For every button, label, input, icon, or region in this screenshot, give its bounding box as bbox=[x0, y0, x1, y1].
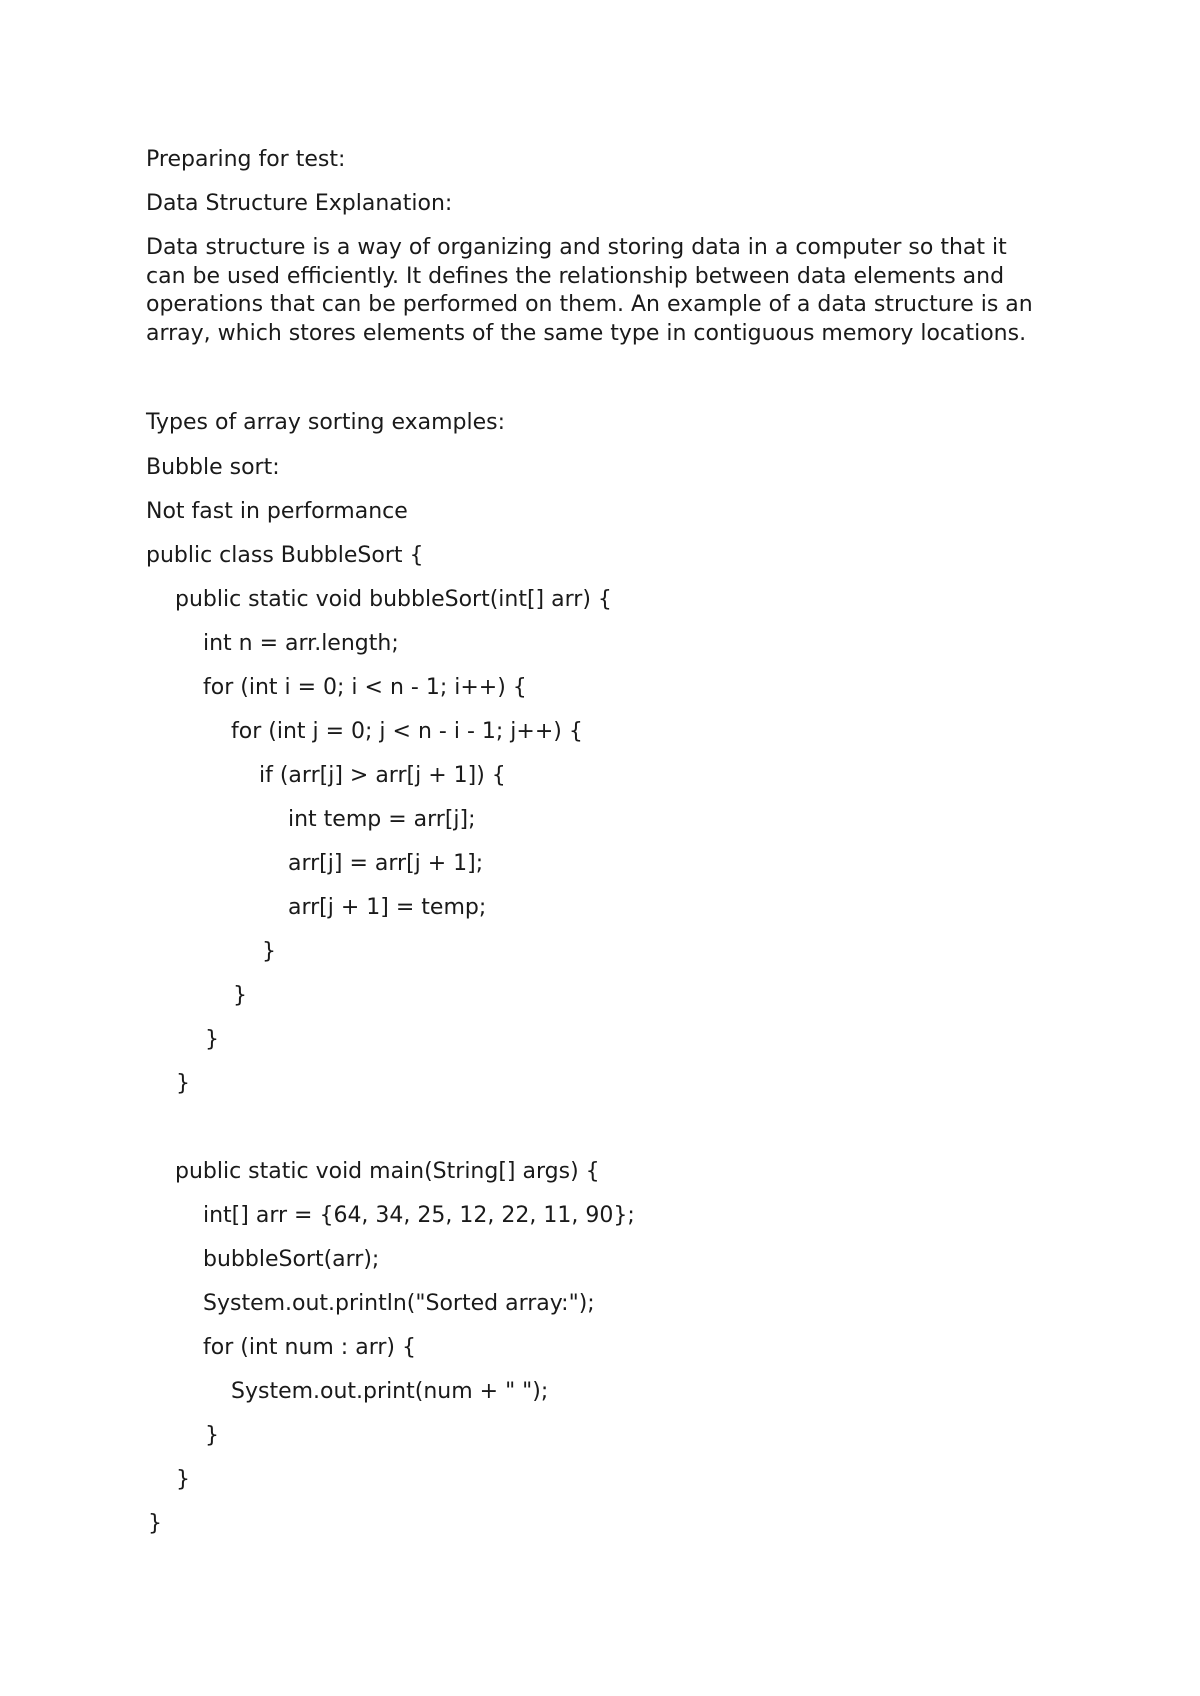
code-line: int n = arr.length; bbox=[203, 631, 399, 656]
code-line: } bbox=[205, 1423, 219, 1448]
paragraph-line: Data structure is a way of organizing and storing data in a computer so that it bbox=[146, 235, 1007, 260]
code-line: } bbox=[176, 1467, 190, 1492]
code-line: bubbleSort(arr); bbox=[203, 1247, 380, 1272]
code-line: int[] arr = {64, 34, 25, 12, 22, 11, 90}; bbox=[203, 1203, 635, 1228]
paragraph-line: operations that can be performed on them. An example of a data structure is an bbox=[146, 292, 1033, 317]
code-line: arr[j + 1] = temp; bbox=[288, 895, 487, 920]
performance-note: Not fast in performance bbox=[146, 499, 408, 524]
code-line: for (int num : arr) { bbox=[203, 1335, 416, 1360]
code-line: } bbox=[148, 1511, 162, 1536]
code-line: arr[j] = arr[j + 1]; bbox=[288, 851, 484, 876]
code-line: for (int i = 0; i < n - 1; i++) { bbox=[203, 675, 527, 700]
code-line: if (arr[j] > arr[j + 1]) { bbox=[259, 763, 506, 788]
code-line: public static void main(String[] args) { bbox=[175, 1159, 600, 1184]
heading-bubble-sort: Bubble sort: bbox=[146, 455, 280, 480]
code-line: } bbox=[205, 1027, 219, 1052]
code-line: } bbox=[262, 939, 276, 964]
heading-data-structure: Data Structure Explanation: bbox=[146, 191, 453, 216]
heading-preparing: Preparing for test: bbox=[146, 147, 346, 172]
heading-types: Types of array sorting examples: bbox=[146, 410, 506, 435]
paragraph-line: can be used efficiently. It defines the relationship between data elements and bbox=[146, 263, 1005, 289]
paragraph-line: array, which stores elements of the same type in contiguous memory locations. bbox=[146, 320, 1027, 346]
code-line: public class BubbleSort { bbox=[146, 543, 424, 568]
code-line: int temp = arr[j]; bbox=[288, 807, 476, 832]
code-line: System.out.print(num + " "); bbox=[231, 1379, 549, 1404]
code-line: for (int j = 0; j < n - i - 1; j++) { bbox=[231, 719, 583, 744]
code-line: public static void bubbleSort(int[] arr) { bbox=[175, 587, 612, 612]
explanation-paragraph bbox=[146, 234, 1066, 348]
code-line: } bbox=[233, 983, 247, 1008]
code-line: } bbox=[176, 1071, 190, 1096]
code-line: System.out.println("Sorted array:"); bbox=[203, 1291, 595, 1316]
